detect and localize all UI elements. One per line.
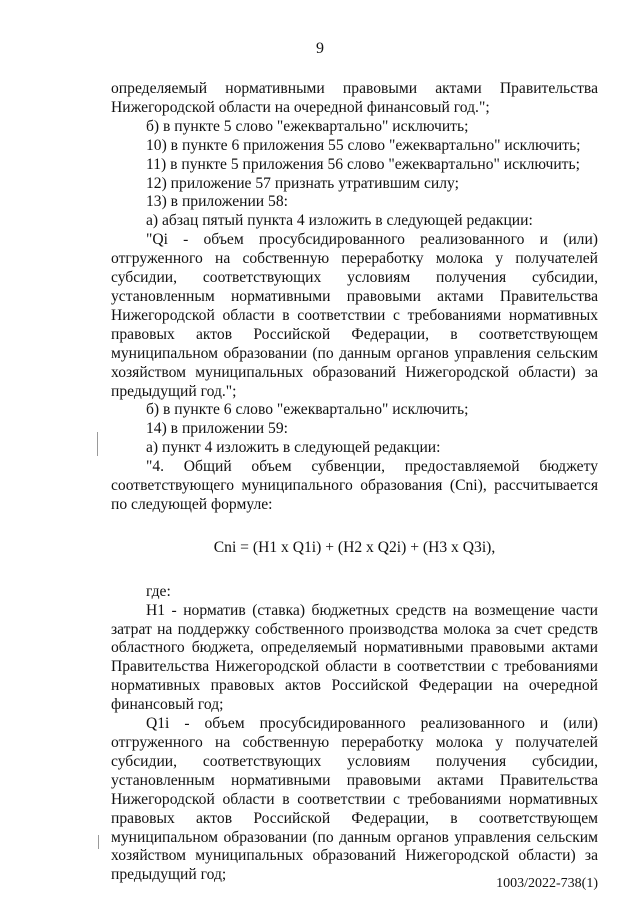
- paragraph: "Qi - объем просубсидированного реализованного и (или) отгруженного на собственную переработку молока у получателей субсидии, соответствующих условиям получения субсидии, установленным нормативными правовыми актами Правительства Нижегородской области в соответствии с требованиями нормативных правовых актов Российской Федерации, в соответствующем муниципальном образовании (по данным органов управления сельским хозяйством муниципальных образований Нижегородской области) за предыдущий год.";: [111, 231, 598, 400]
- paragraph: где:: [146, 582, 171, 600]
- paragraph: а) пункт 4 изложить в следующей редакции:: [146, 439, 441, 457]
- paragraph: 10) в пункте 6 приложения 55 слово "ежеквартально" исключить;: [146, 136, 581, 154]
- paragraph: 11) в пункте 5 приложения 56 слово "ежеквартально" исключить;: [146, 155, 580, 173]
- paragraph: 14) в приложении 59:: [146, 420, 288, 438]
- paragraph: H1 - норматив (ставка) бюджетных средств на возмещение части затрат на поддержку собственного производства молока за счет средств областного бюджета, определяемый нормативными правовыми актами Правительства Нижегородской области в соответствии с требованиями нормативных правовых актов Российской Федерации на очередной финансовый год;: [111, 601, 598, 714]
- paragraph: "4. Общий объем субвенции, предоставляемой бюджету соответствующего муниципального образования (Cni), рассчитывается по следующей формуле:: [111, 458, 598, 513]
- margin-mark: [98, 835, 99, 849]
- formula: Cni = (H1 x Q1i) + (H2 x Q2i) + (H3 x Q3i),: [213, 538, 496, 556]
- document-body: [111, 80, 598, 885]
- paragraph: 12) приложение 57 признать утратившим силу;: [146, 174, 459, 192]
- footer-document-code: 1003/2022-738(1): [496, 876, 598, 891]
- paragraph: б) в пункте 6 слово "ежеквартально" исключить;: [146, 401, 469, 419]
- paragraph: 13) в приложении 58:: [146, 193, 288, 211]
- paragraph: определяемый нормативными правовыми актами Правительства Нижегородской области на очередной финансовый год.";: [111, 80, 598, 116]
- page-number: 9: [316, 40, 324, 57]
- margin-mark: [97, 432, 98, 456]
- paragraph: Q1i - объем просубсидированного реализованного и (или) отгруженного на собственную переработку молока у получателей субсидии, соответствующих условиям получения субсидии, установленным нормативными правовыми актами Правительства Нижегородской области в соответствии с требованиями нормативных правовых актов Российской Федерации, в соответствующем муниципальном образовании (по данным органов управления сельским хозяйством муниципальных образований Нижегородской области) за предыдущий год;: [111, 715, 598, 884]
- paragraph: б) в пункте 5 слово "ежеквартально" исключить;: [146, 117, 469, 135]
- paragraph: а) абзац пятый пункта 4 изложить в следующей редакции:: [146, 212, 533, 230]
